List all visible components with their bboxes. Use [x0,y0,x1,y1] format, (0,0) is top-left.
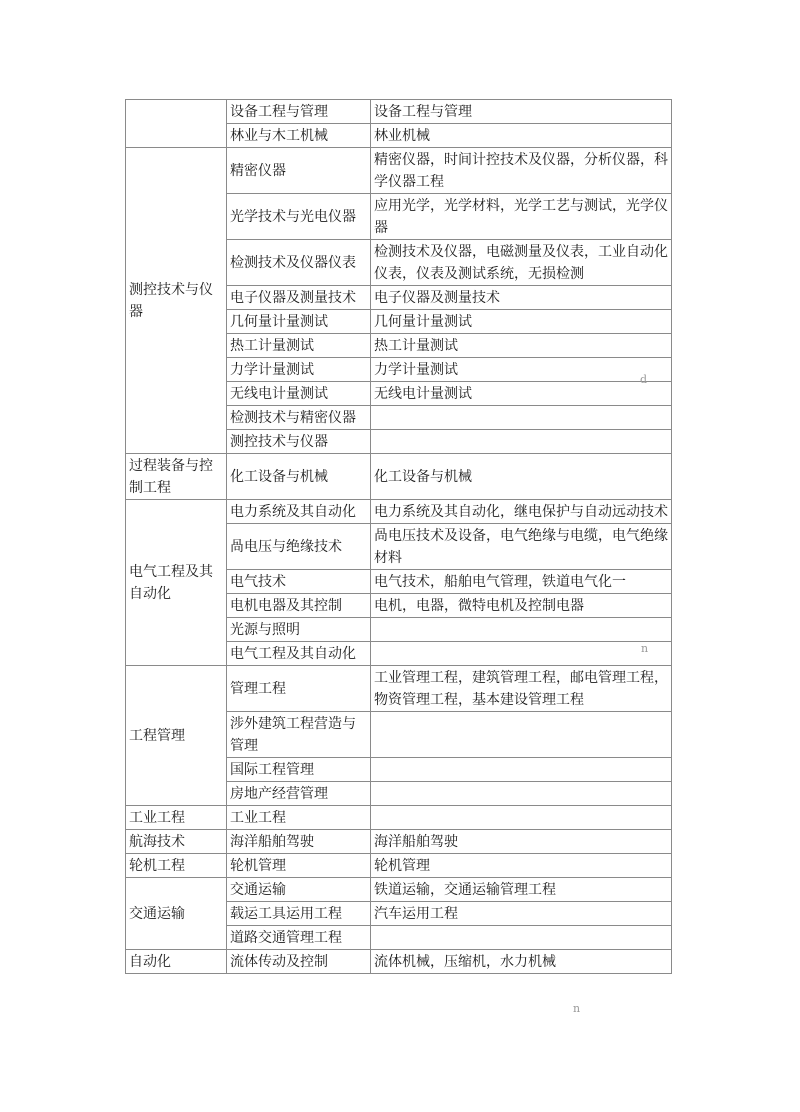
major-cell: 电气工程及其自动化 [227,642,371,666]
major-cell: 管理工程 [227,666,371,712]
table-row [126,854,672,878]
stray-mark: n [573,1002,581,1015]
major-cell: 道路交通管理工程 [227,926,371,950]
related-majors-cell [371,926,672,950]
category-cell: 自动化 [126,950,227,974]
related-majors-cell: 轮机管理 [371,854,672,878]
category-cell: 轮机工程 [126,854,227,878]
major-cell: 光学技术与光电仪器 [227,194,371,240]
major-cell: 电子仪器及测量技术 [227,286,371,310]
related-majors-cell: 化工设备与机械 [371,454,672,500]
related-majors-cell: 汽车运用工程 [371,902,672,926]
major-cell: 电气技术 [227,570,371,594]
related-majors-cell: 热工计量测试 [371,334,672,358]
category-cell: 测控技术与仪器 [126,148,227,454]
major-correspondence-table [125,99,672,974]
related-majors-cell [371,782,672,806]
major-cell: 工业工程 [227,806,371,830]
related-majors-cell [371,806,672,830]
major-cell: 海洋船舶驾驶 [227,830,371,854]
category-cell: 电气工程及其自动化 [126,500,227,666]
major-cell: 电力系统及其自动化 [227,500,371,524]
related-majors-cell: 精密仪器，时间计控技术及仪器，分析仪器，科学仪器工程 [371,148,672,194]
major-cell: 化工设备与机械 [227,454,371,500]
major-cell: 测控技术与仪器 [227,430,371,454]
category-cell: 工程管理 [126,666,227,806]
related-majors-cell: 应用光学，光学材料，光学工艺与测试，光学仪器 [371,194,672,240]
table-row [126,830,672,854]
related-majors-cell: 海洋船舶驾驶 [371,830,672,854]
major-cell: 热工计量测试 [227,334,371,358]
major-cell: 检测技术及仪器仪表 [227,240,371,286]
major-cell: 电机电器及其控制 [227,594,371,618]
major-cell: 无线电计量测试 [227,382,371,406]
major-cell: 轮机管理 [227,854,371,878]
major-cell: 交通运输 [227,878,371,902]
related-majors-cell [371,430,672,454]
table-row [126,950,672,974]
category-cell: 交通运输 [126,878,227,950]
major-cell: 几何量计量测试 [227,310,371,334]
major-cell: 光源与照明 [227,618,371,642]
related-majors-cell: 电子仪器及测量技术 [371,286,672,310]
major-cell: 设备工程与管理 [227,100,371,124]
related-majors-cell: 电力系统及其自动化，继电保护与自动远动技术 [371,500,672,524]
major-cell: 房地产经营管理 [227,782,371,806]
related-majors-cell [371,406,672,430]
stray-mark: d [640,373,648,386]
category-cell: 航海技术 [126,830,227,854]
table-row [126,666,672,712]
related-majors-cell: 工业管理工程，建筑管理工程，邮电管理工程，物资管理工程，基本建设管理工程 [371,666,672,712]
category-cell: 过程装备与控制工程 [126,454,227,500]
table-row [126,148,672,194]
stray-mark: n [641,642,649,655]
related-majors-cell: 检测技术及仪器，电磁测量及仪表，工业自动化仪表，仪表及测试系统，无损检测 [371,240,672,286]
related-majors-cell: 林业机械 [371,124,672,148]
major-cell: 咼电压与绝缘技术 [227,524,371,570]
related-majors-cell [371,712,672,758]
major-cell: 检测技术与精密仪器 [227,406,371,430]
major-cell: 林业与木工机械 [227,124,371,148]
related-majors-cell: 咼电压技术及设备，电气绝缘与电缆，电气绝缘材料 [371,524,672,570]
related-majors-cell: 力学计量测试 [371,358,672,382]
related-majors-cell: 电气技术，船舶电气管理，铁道电气化一 [371,570,672,594]
related-majors-cell [371,642,672,666]
related-majors-cell: 设备工程与管理 [371,100,672,124]
related-majors-cell: 流体机械，压缩机，水力机械 [371,950,672,974]
related-majors-cell: 铁道运输，交通运输管理工程 [371,878,672,902]
major-cell: 流体传动及控制 [227,950,371,974]
table-row [126,500,672,524]
category-cell [126,100,227,148]
major-cell: 力学计量测试 [227,358,371,382]
table-row [126,878,672,902]
table-row [126,100,672,124]
related-majors-cell [371,618,672,642]
table-row [126,454,672,500]
category-cell: 工业工程 [126,806,227,830]
related-majors-cell: 电机，电器，微特电机及控制电器 [371,594,672,618]
related-majors-cell: 几何量计量测试 [371,310,672,334]
major-cell: 国际工程管理 [227,758,371,782]
major-cell: 涉外建筑工程营造与管理 [227,712,371,758]
table-row [126,806,672,830]
related-majors-cell [371,758,672,782]
major-cell: 精密仪器 [227,148,371,194]
major-cell: 载运工具运用工程 [227,902,371,926]
related-majors-cell: 无线电计量测试 [371,382,672,406]
